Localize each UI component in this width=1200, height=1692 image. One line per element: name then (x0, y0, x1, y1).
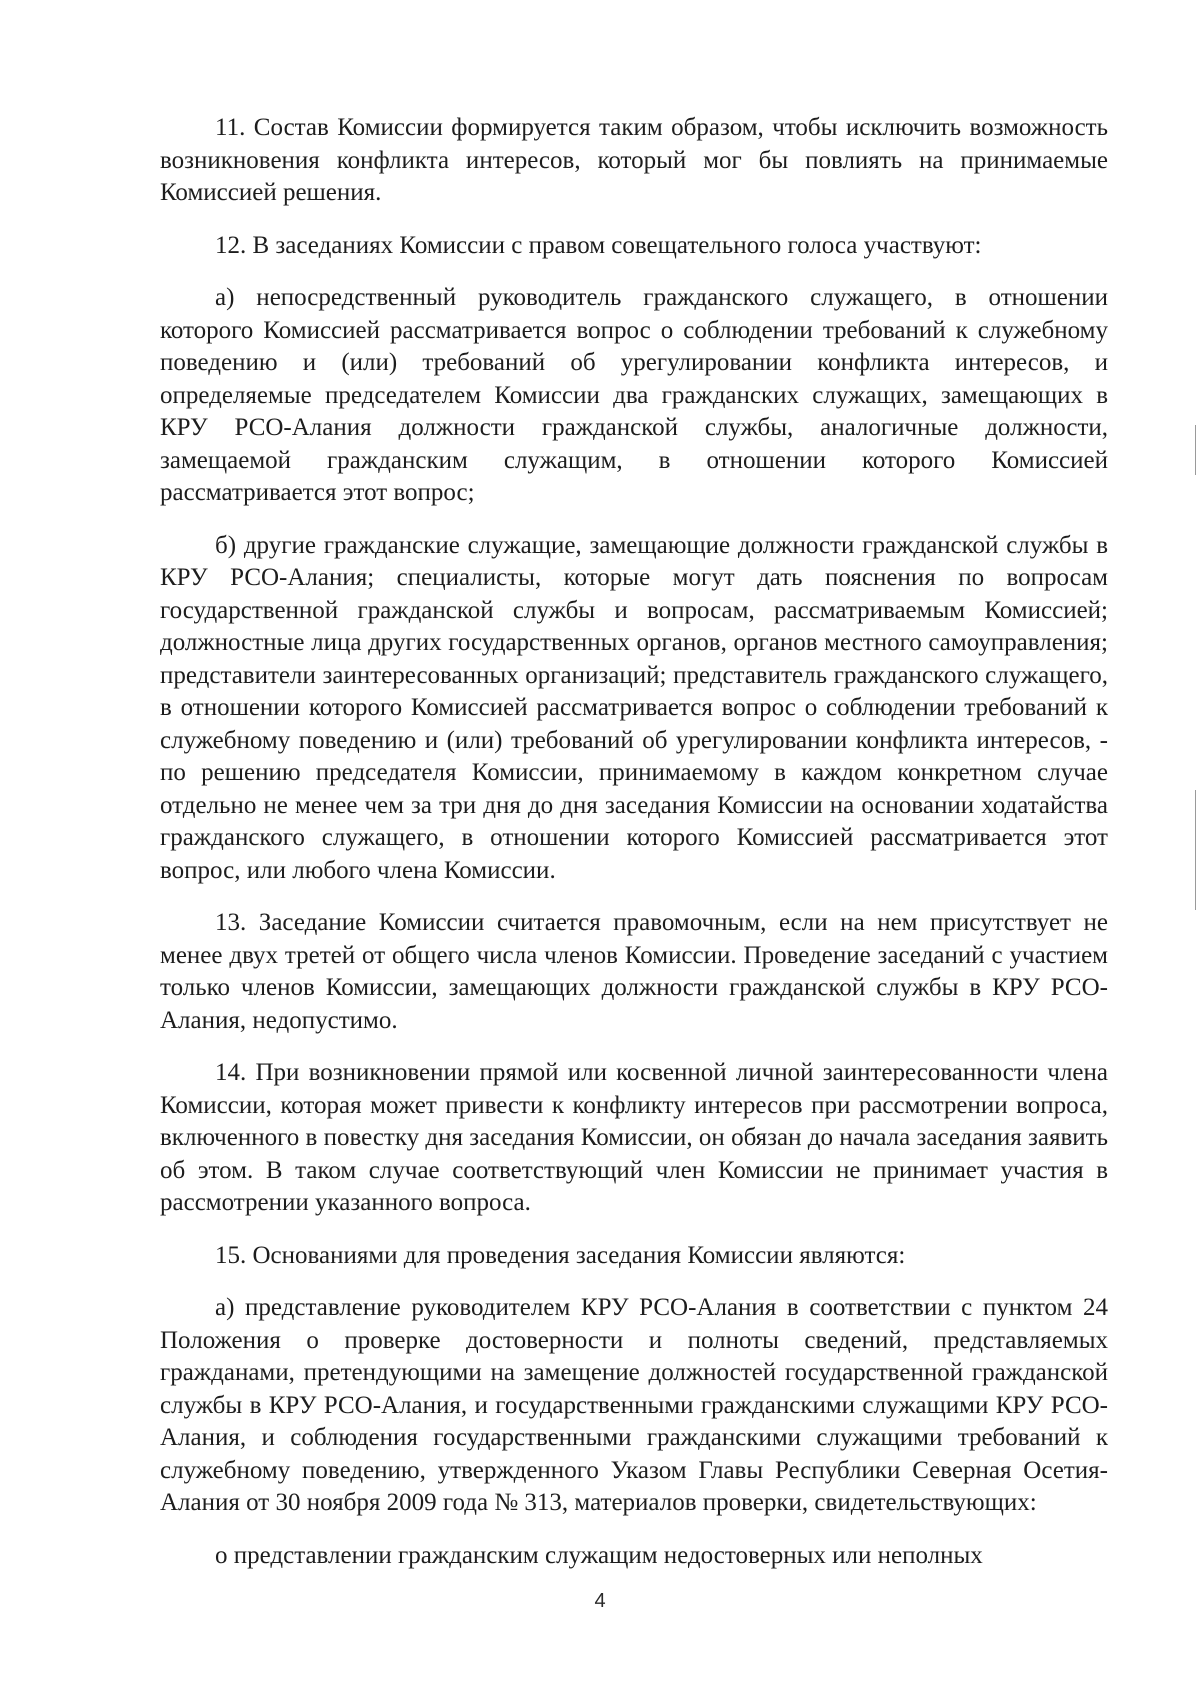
paragraph-item-13: 13. Заседание Комиссии считается правомочным, если на нем присутствует не менее двух третей от общего числа членов Комиссии. Проведение заседаний с участием только членов Комиссии, замещающих должности гражданской службы в КРУ РСО-Алания, недопустимо. (160, 909, 1108, 1034)
paragraph-item-15a: а) представление руководителем КРУ РСО-Алания в соответствии с пунктом 24 Положения о проверке достоверности и полноты сведений, представляемых гражданами, претендующими на замещение должностей государственной гражданской службы в КРУ РСО-Алания, и государственными гражданскими служащими КРУ РСО-Алания, и соблюдения государственными гражданскими служащими требований к служебному поведению, утвержденного Указом Главы Республики Северная Осетия-Алания от 30 ноября 2009 года № 313, материалов проверки, свидетельствующих: (160, 1294, 1108, 1516)
document-body (160, 112, 1108, 1592)
paragraph-item-15a-sub: о представлении гражданским служащим недостоверных или неполных (215, 1541, 983, 1569)
paragraph-item-12b: б) другие гражданские служащие, замещающие должности гражданской службы в КРУ РСО-Алания; специалисты, которые могут дать пояснения по вопросам государственной гражданской службы и вопросам, рассматриваемым Комиссией; должностные лица других государственных органов, органов местного самоуправления; представители заинтересованных организаций; представитель гражданского служащего, в отношении которого Комиссией рассматривается вопрос о соблюдении требований к служебному поведению и (или) требований об урегулировании конфликта интересов, - по решению председателя Комиссии, принимаемому в каждом конкретном случае отдельно не менее чем за три дня до дня заседания Комиссии на основании ходатайства гражданского служащего, в отношении которого Комиссией рассматривается этот вопрос, или любого члена Комиссии. (160, 531, 1108, 884)
paragraph-item-14: 14. При возникновении прямой или косвенной личной заинтересованности члена Комиссии, которая может привести к конфликту интересов при рассмотрении вопроса, включенного в повестку дня заседания Комиссии, он обязан до начала заседания заявить об этом. В таком случае соответствующий член Комиссии не принимает участия в рассмотрении указанного вопроса. (160, 1059, 1108, 1216)
scan-margin-mark (1195, 425, 1196, 475)
page-number: 4 (594, 1590, 606, 1612)
paragraph-item-11: 11. Состав Комиссии формируется таким образом, чтобы исключить возможность возникновения конфликта интересов, который мог бы повлиять на принимаемые Комиссией решения. (160, 114, 1108, 206)
paragraph-item-12: 12. В заседаниях Комиссии с правом совещательного голоса участвуют: (215, 231, 982, 259)
paragraph-item-12a: а) непосредственный руководитель гражданского служащего, в отношении которого Комиссией рассматривается вопрос о соблюдении требований к служебному поведению и (или) требований об урегулировании конфликта интересов, и определяемые председателем Комиссии два гражданских служащих, замещающих в КРУ РСО-Алания должности гражданской службы, аналогичные должности, замещаемой гражданским служащим, в отношении которого Комиссией рассматривается этот вопрос; (160, 284, 1108, 506)
paragraph-item-15: 15. Основаниями для проведения заседания Комиссии являются: (215, 1241, 906, 1269)
scan-margin-mark (1195, 790, 1196, 910)
